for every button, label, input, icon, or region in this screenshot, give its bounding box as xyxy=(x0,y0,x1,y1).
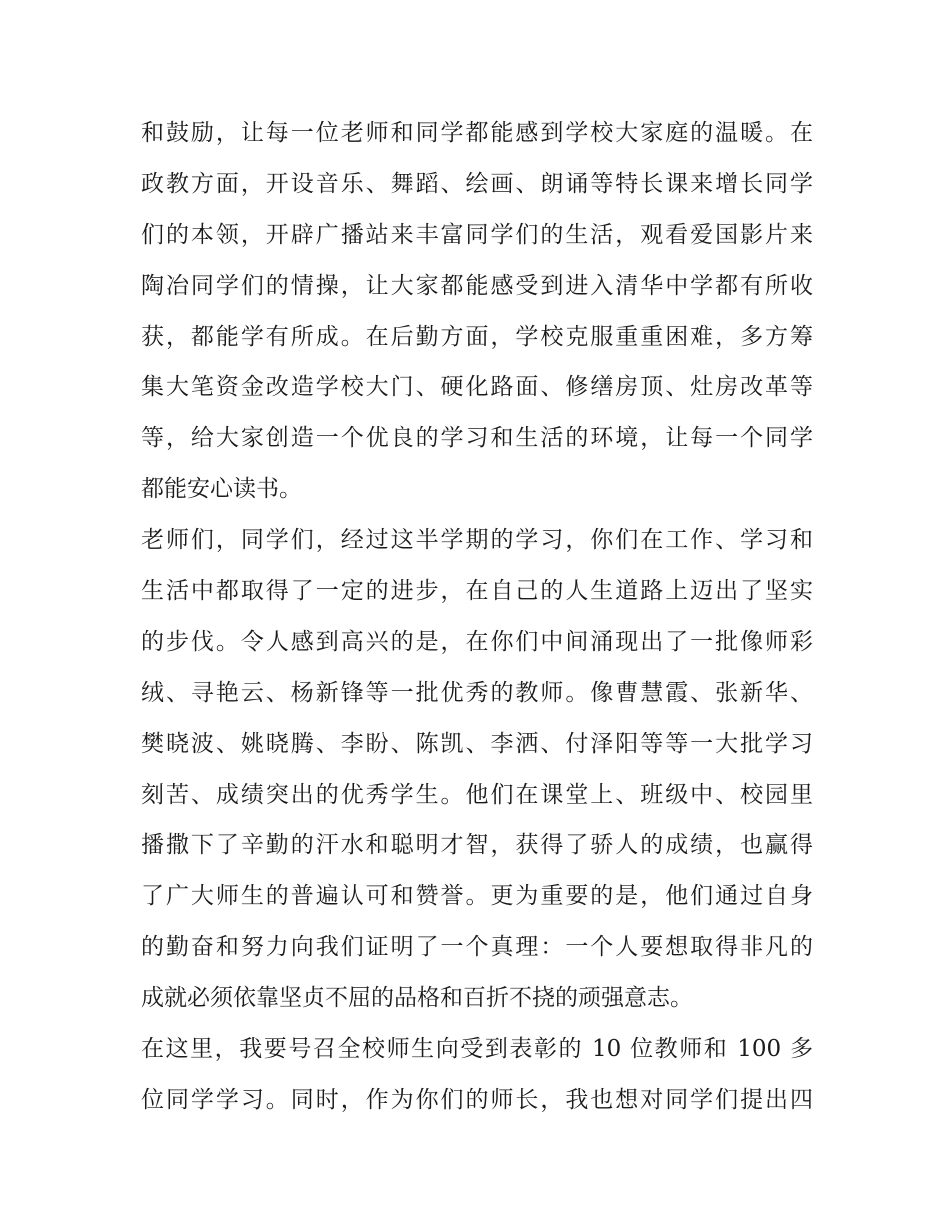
text-line: 等，给大家创造一个优良的学习和生活的环境，让每一个同学 xyxy=(141,425,813,452)
text-line: 成就必须依靠坚贞不屈的品格和百折不挠的顽强意志。 xyxy=(141,985,693,1012)
text-line: 和鼓励，让每一位老师和同学都能感到学校大家庭的温暖。在 xyxy=(141,120,813,146)
body-text xyxy=(141,108,813,1126)
text-line: 的步伐。令人感到高兴的是，在你们中间涌现出了一批像师彩 xyxy=(141,628,813,655)
text-line: 陶冶同学们的情操，让大家都能感受到进入清华中学都有所收 xyxy=(141,272,813,299)
text-line: 的勤奋和努力向我们证明了一个真理：一个人要想取得非凡的 xyxy=(141,934,813,961)
text-line: 们的本领，开辟广播站来丰富同学们的生活，观看爱国影片来 xyxy=(141,221,813,248)
text-line: 绒、寻艳云、杨新锋等一批优秀的教师。像曹慧霞、张新华、 xyxy=(141,679,813,706)
text-line: 樊晓波、姚晓腾、李盼、陈凯、李洒、付泽阳等等一大批学习 xyxy=(141,730,813,757)
paragraph-3 xyxy=(141,1024,813,1126)
paragraph-1 xyxy=(141,108,813,515)
text-line: 位同学学习。同时，作为你们的师长，我也想对同学们提出四 xyxy=(141,1086,813,1113)
paragraph-2 xyxy=(141,515,813,1024)
text-line: 刻苦、成绩突出的优秀学生。他们在课堂上、班级中、校园里 xyxy=(141,781,813,808)
text-line: 集大笔资金改造学校大门、硬化路面、修缮房顶、灶房改革等 xyxy=(141,374,813,401)
text-line: 生活中都取得了一定的进步，在自己的人生道路上迈出了坚实 xyxy=(141,578,813,605)
text-line: 都能安心读书。 xyxy=(141,476,302,503)
text-line: 在这里，我要号召全校师生向受到表彰的 10 位教师和 100 多 xyxy=(141,1036,813,1063)
text-line: 老师们，同学们，经过这半学期的学习，你们在工作、学习和 xyxy=(141,527,813,554)
text-line: 政教方面，开设音乐、舞蹈、绘画、朗诵等特长课来增长同学 xyxy=(141,170,813,197)
text-line: 播撒下了辛勤的汗水和聪明才智，获得了骄人的成绩，也赢得 xyxy=(141,832,813,859)
text-line: 获，都能学有所成。在后勤方面，学校克服重重困难，多方筹 xyxy=(141,323,813,350)
text-line: 了广大师生的普遍认可和赞誉。更为重要的是，他们通过自身 xyxy=(141,883,813,910)
